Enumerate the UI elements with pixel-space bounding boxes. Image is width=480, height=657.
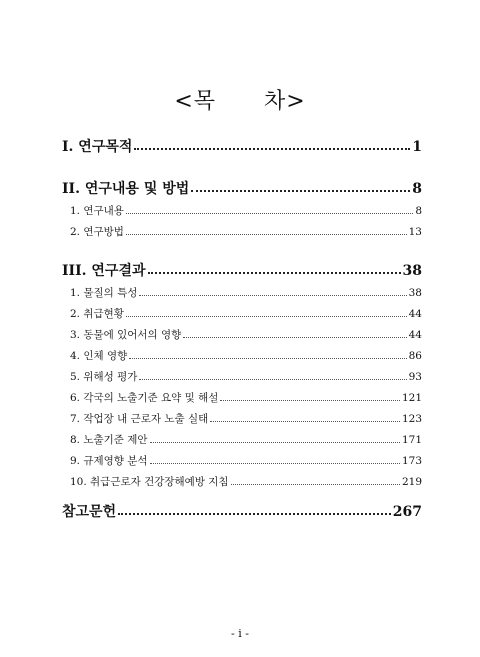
toc-label: 10. 취급근로자 건강장해예방 지침 — [70, 476, 229, 488]
toc-label: 8. 노출기준 제안 — [70, 434, 148, 446]
leader-dots — [126, 234, 407, 235]
toc-item-3-8[interactable] — [62, 432, 422, 447]
toc-label: 9. 규제영향 분석 — [70, 455, 148, 467]
toc-item-3-9[interactable] — [62, 453, 422, 468]
toc-label: 2. 취급현황 — [70, 308, 124, 320]
toc-page: 86 — [408, 350, 422, 362]
toc-item-3-1[interactable] — [62, 285, 422, 300]
leader-dots — [150, 463, 400, 464]
toc-label: II. 연구내용 및 방법 — [62, 181, 190, 197]
leader-dots — [139, 295, 406, 296]
toc-item-3-2[interactable] — [62, 306, 422, 321]
toc-label: I. 연구목적 — [62, 139, 133, 155]
toc-page: 219 — [401, 476, 422, 488]
toc-label: 4. 인체 영향 — [70, 350, 128, 362]
toc-page: 38 — [402, 263, 422, 279]
title-right: 차> — [264, 89, 306, 114]
toc-label: 3. 동물에 있어서의 영향 — [70, 329, 182, 341]
toc-section-3[interactable] — [62, 260, 422, 280]
toc-label: 2. 연구방법 — [70, 226, 124, 238]
toc-label: 1. 물질의 특성 — [70, 287, 138, 299]
leader-dots — [191, 190, 410, 192]
toc-item-3-10[interactable] — [62, 474, 422, 489]
leader-dots — [139, 379, 406, 380]
toc-page: 38 — [408, 287, 422, 299]
leader-dots — [118, 513, 391, 515]
leader-dots — [126, 213, 413, 214]
toc-page: 173 — [401, 455, 422, 467]
leader-dots — [150, 442, 400, 443]
leader-dots — [129, 358, 406, 359]
toc-label: 5. 위해성 평가 — [70, 371, 138, 383]
page-number: - i - — [231, 627, 249, 640]
toc-item-3-7[interactable] — [62, 411, 422, 426]
toc-page: 121 — [401, 392, 422, 404]
toc-section-1[interactable] — [62, 136, 422, 156]
leader-dots — [231, 484, 400, 485]
toc-item-3-3[interactable] — [62, 327, 422, 342]
toc-item-3-5[interactable] — [62, 369, 422, 384]
toc-page: 267 — [392, 504, 422, 520]
toc-item-2-1[interactable] — [62, 203, 422, 218]
toc-item-2-2[interactable] — [62, 224, 422, 239]
toc-page: 8 — [415, 205, 422, 217]
toc-item-3-6[interactable] — [62, 390, 422, 405]
leader-dots — [183, 337, 406, 338]
toc-page: 123 — [401, 413, 422, 425]
leader-dots — [220, 400, 400, 401]
toc-label: 6. 각국의 노출기준 요약 및 해설 — [70, 392, 219, 404]
toc-page: 44 — [408, 308, 422, 320]
toc-page: 1 — [412, 139, 422, 155]
title-left: <목 — [174, 89, 216, 114]
leader-dots — [134, 148, 410, 150]
toc-page: 13 — [408, 226, 422, 238]
leader-dots — [126, 316, 407, 317]
toc-item-3-4[interactable] — [62, 348, 422, 363]
toc-section-2[interactable] — [62, 178, 422, 198]
toc-page: 8 — [412, 181, 422, 197]
toc-label: 7. 작업장 내 근로자 노출 실태 — [70, 413, 209, 425]
toc-section-references[interactable] — [62, 501, 422, 521]
toc-page: 44 — [408, 329, 422, 341]
toc-page: 93 — [408, 371, 422, 383]
page-title — [0, 84, 480, 115]
toc-label: III. 연구결과 — [62, 263, 146, 279]
toc-label: 1. 연구내용 — [70, 205, 124, 217]
leader-dots — [210, 421, 400, 422]
leader-dots — [148, 272, 401, 274]
toc-page: 171 — [401, 434, 422, 446]
toc-label: 참고문헌 — [62, 504, 117, 520]
